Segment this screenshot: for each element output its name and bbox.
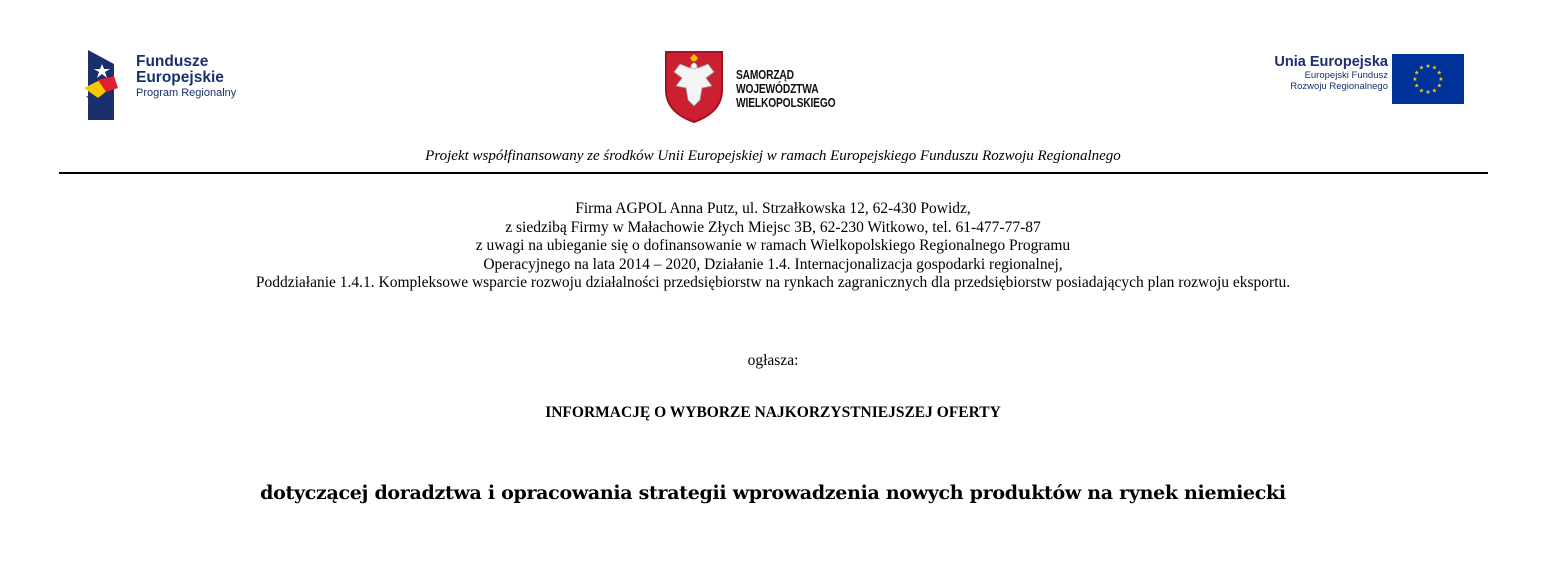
svg-text:★: ★: [1414, 82, 1420, 90]
header-divider: [59, 172, 1488, 174]
svg-text:★: ★: [1436, 69, 1442, 77]
fe-logo-line1: Fundusze: [136, 53, 209, 70]
svg-text:★: ★: [1431, 64, 1438, 72]
org-line-address: Firma AGPOL Anna Putz, ul. Strzałkowska 12, 62-430 Powidz,: [575, 200, 971, 217]
svg-text:★: ★: [1438, 76, 1444, 83]
document-subject: dotyczącej doradztwa i opracowania strategii wprowadzenia nowych produktów na rynek niemiecki: [260, 482, 1286, 504]
svg-text:★: ★: [1436, 82, 1442, 90]
eagle-coat-of-arms-icon: [664, 50, 724, 124]
region-logo: [664, 50, 904, 124]
svg-text:★: ★: [1418, 87, 1425, 95]
org-line-seat: z siedzibą Firmy w Małachowie Złych Miejsc 3B, 62-230 Witkowo, tel. 61-477-77-87: [505, 218, 1041, 236]
svg-text:★: ★: [1412, 76, 1418, 83]
svg-text:★: ★: [1431, 87, 1438, 95]
cofinancing-tagline: Projekt współfinansowany ze środków Unii Europejskiej w ramach Europejskiego Funduszu Rozwoju Regionalnego: [425, 148, 1121, 164]
fundusze-europejskie-logo: [84, 50, 274, 120]
region-logo-line2: WIELKOPOLSKIEGO: [736, 96, 836, 110]
eu-logo-line2: Europejski Fundusz: [1304, 70, 1388, 81]
org-line-funding: z uwagi na ubieganie się o dofinansowanie w ramach Wielkopolskiego Regionalnego Programu: [475, 237, 1071, 254]
fe-logo-line3: Program Regionalny: [136, 87, 237, 99]
org-line-subaction: Poddziałanie 1.4.1. Kompleksowe wsparcie rozwoju działalności przedsiębiorstw na rynkach zagranicznych dla przedsiębiorstw posiadających plan rozwoju eksportu.: [255, 274, 1291, 291]
eu-logo-line3: Rozwoju Regionalnego: [1290, 81, 1388, 92]
document-headline: INFORMACJĘ O WYBORZE NAJKORZYSTNIEJSZEJ OFERTY: [545, 404, 1001, 421]
org-line-programme: Operacyjnego na lata 2014 – 2020, Działanie 1.4. Internacjonalizacja gospodarki regionalnej,: [483, 255, 1063, 273]
svg-text:★: ★: [1425, 63, 1431, 70]
fundusze-europejskie-star-icon: [84, 50, 132, 120]
svg-text:★: ★: [1425, 89, 1431, 96]
region-logo-line1: SAMORZĄD WOJEWÓDZTWA: [736, 68, 819, 96]
svg-text:★: ★: [1414, 69, 1420, 77]
eu-flag-icon: [1392, 54, 1464, 104]
organization-block: [0, 200, 1546, 293]
fe-logo-line2: Europejskie: [136, 69, 224, 86]
announces-label: ogłasza:: [747, 352, 799, 369]
eu-logo-line1: Unia Europejska: [1274, 54, 1388, 70]
eu-logo: [1234, 52, 1464, 108]
svg-text:★: ★: [1418, 64, 1425, 72]
